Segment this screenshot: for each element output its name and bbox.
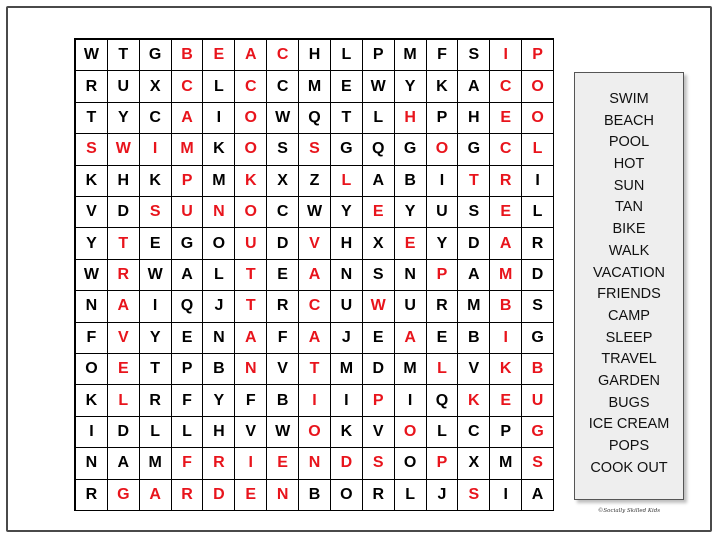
word-list-item: TAN xyxy=(615,199,643,216)
grid-cell[interactable]: N xyxy=(76,291,108,322)
word-list-item: TRAVEL xyxy=(601,351,657,368)
grid-cell[interactable]: L xyxy=(522,197,554,228)
grid-cell[interactable]: R xyxy=(267,291,299,322)
grid-cell[interactable]: N xyxy=(235,354,267,385)
grid-cell[interactable]: U xyxy=(522,385,554,416)
grid-cell[interactable]: Q xyxy=(172,291,204,322)
grid-cell[interactable]: P xyxy=(490,417,522,448)
grid-cell[interactable]: R xyxy=(203,448,235,479)
grid-cell[interactable]: V xyxy=(235,417,267,448)
grid-cell[interactable]: T xyxy=(108,40,140,71)
grid-cell[interactable]: Y xyxy=(76,228,108,259)
grid-cell[interactable]: G xyxy=(108,480,140,511)
grid-cell[interactable]: T xyxy=(76,103,108,134)
grid-cell[interactable]: I xyxy=(235,448,267,479)
grid-cell[interactable]: G xyxy=(458,134,490,165)
grid-cell[interactable]: A xyxy=(172,103,204,134)
grid-cell[interactable]: K xyxy=(490,354,522,385)
grid-cell[interactable]: Y xyxy=(427,228,459,259)
grid-cell[interactable]: X xyxy=(363,228,395,259)
grid-cell[interactable]: Y xyxy=(140,323,172,354)
grid-cell[interactable]: M xyxy=(172,134,204,165)
grid-cell[interactable]: B xyxy=(267,385,299,416)
grid-cell[interactable]: H xyxy=(395,103,427,134)
grid-cell[interactable]: A xyxy=(235,323,267,354)
grid-cell[interactable]: Y xyxy=(331,197,363,228)
grid-cell[interactable]: F xyxy=(235,385,267,416)
grid-cell[interactable]: Y xyxy=(203,385,235,416)
grid-cell[interactable]: K xyxy=(76,166,108,197)
grid-cell[interactable]: P xyxy=(363,40,395,71)
grid-cell[interactable]: B xyxy=(299,480,331,511)
grid-cell[interactable]: I xyxy=(395,385,427,416)
grid-cell[interactable]: J xyxy=(427,480,459,511)
grid-cell[interactable]: R xyxy=(76,480,108,511)
grid-cell[interactable]: A xyxy=(458,260,490,291)
grid-cell[interactable]: O xyxy=(203,228,235,259)
grid-cell[interactable]: I xyxy=(76,417,108,448)
grid-cell[interactable]: Y xyxy=(395,71,427,102)
grid-cell[interactable]: W xyxy=(76,260,108,291)
grid-cell[interactable]: M xyxy=(395,40,427,71)
grid-cell[interactable]: I xyxy=(490,40,522,71)
grid-cell[interactable]: G xyxy=(395,134,427,165)
grid-cell[interactable]: C xyxy=(172,71,204,102)
grid-cell[interactable]: L xyxy=(522,134,554,165)
grid-cell[interactable]: B xyxy=(458,323,490,354)
grid-cell[interactable]: S xyxy=(458,40,490,71)
grid-cell[interactable]: R xyxy=(172,480,204,511)
grid-cell[interactable]: N xyxy=(395,260,427,291)
grid-cell[interactable]: O xyxy=(331,480,363,511)
grid-cell[interactable]: K xyxy=(140,166,172,197)
grid-cell[interactable]: A xyxy=(363,166,395,197)
grid-cell[interactable]: O xyxy=(235,134,267,165)
grid-cell[interactable]: K xyxy=(331,417,363,448)
word-list-item: SWIM xyxy=(609,91,649,107)
grid-cell[interactable]: C xyxy=(490,71,522,102)
grid-cell[interactable]: S xyxy=(458,480,490,511)
grid-cell[interactable]: Y xyxy=(108,103,140,134)
grid-cell[interactable]: A xyxy=(172,260,204,291)
grid-cell[interactable]: W xyxy=(363,71,395,102)
grid-cell[interactable]: L xyxy=(427,354,459,385)
grid-cell[interactable]: G xyxy=(522,417,554,448)
grid-cell[interactable]: B xyxy=(395,166,427,197)
grid-cell[interactable]: Q xyxy=(427,385,459,416)
grid-cell[interactable]: W xyxy=(267,103,299,134)
grid-cell[interactable]: O xyxy=(522,103,554,134)
grid-cell[interactable]: N xyxy=(76,448,108,479)
grid-cell[interactable]: W xyxy=(108,134,140,165)
grid-cell[interactable]: B xyxy=(522,354,554,385)
grid-cell[interactable]: S xyxy=(267,134,299,165)
grid-cell[interactable]: W xyxy=(140,260,172,291)
grid-cell[interactable]: E xyxy=(490,197,522,228)
grid-cell[interactable]: J xyxy=(331,323,363,354)
grid-cell[interactable]: V xyxy=(108,323,140,354)
grid-cell[interactable]: R xyxy=(108,260,140,291)
grid-cell[interactable]: L xyxy=(363,103,395,134)
grid-cell[interactable]: L xyxy=(395,480,427,511)
grid-cell[interactable]: L xyxy=(172,417,204,448)
word-list-item: GARDEN xyxy=(597,372,661,389)
grid-cell[interactable]: M xyxy=(458,291,490,322)
grid-cell[interactable]: P xyxy=(363,385,395,416)
grid-cell[interactable]: U xyxy=(427,197,459,228)
grid-cell[interactable]: V xyxy=(267,354,299,385)
grid-cell[interactable]: K xyxy=(235,166,267,197)
grid-cell[interactable]: T xyxy=(299,354,331,385)
word-list-item: HOT xyxy=(613,156,645,173)
grid-cell[interactable]: P xyxy=(172,166,204,197)
grid-cell[interactable]: E xyxy=(490,103,522,134)
grid-cell[interactable]: L xyxy=(108,385,140,416)
grid-cell[interactable]: A xyxy=(299,323,331,354)
grid-cell[interactable]: F xyxy=(76,323,108,354)
grid-cell[interactable]: E xyxy=(235,480,267,511)
grid-cell[interactable]: W xyxy=(76,40,108,71)
word-list-item: COOK OUT xyxy=(590,459,668,476)
grid-cell[interactable]: A xyxy=(108,448,140,479)
grid-cell[interactable]: K xyxy=(203,134,235,165)
grid-cell[interactable]: U xyxy=(331,291,363,322)
grid-cell[interactable]: D xyxy=(203,480,235,511)
grid-cell[interactable]: U xyxy=(108,71,140,102)
grid-cell[interactable]: M xyxy=(395,354,427,385)
grid-cell[interactable]: O xyxy=(395,448,427,479)
grid-cell[interactable]: X xyxy=(267,166,299,197)
grid-cell[interactable]: L xyxy=(140,417,172,448)
word-list-item: BEACH xyxy=(604,112,654,129)
grid-cell[interactable]: E xyxy=(331,71,363,102)
word-list-item: FRIENDS xyxy=(597,286,661,303)
grid-cell[interactable]: V xyxy=(76,197,108,228)
grid-cell[interactable]: R xyxy=(76,71,108,102)
grid-cell[interactable]: H xyxy=(108,166,140,197)
grid-cell[interactable]: I xyxy=(299,385,331,416)
grid-cell[interactable]: V xyxy=(299,228,331,259)
grid-cell[interactable]: J xyxy=(203,291,235,322)
grid-cell[interactable]: V xyxy=(363,417,395,448)
grid-cell[interactable]: F xyxy=(427,40,459,71)
grid-cell[interactable]: P xyxy=(172,354,204,385)
grid-cell[interactable]: N xyxy=(203,323,235,354)
grid-cell[interactable]: I xyxy=(140,134,172,165)
grid-cell[interactable]: R xyxy=(427,291,459,322)
grid-cell[interactable]: E xyxy=(363,323,395,354)
grid-cell[interactable]: I xyxy=(490,323,522,354)
grid-cell[interactable]: H xyxy=(203,417,235,448)
word-list-panel xyxy=(574,72,684,500)
grid-cell[interactable]: A xyxy=(108,291,140,322)
grid-cell[interactable]: I xyxy=(522,166,554,197)
grid-cell[interactable]: X xyxy=(458,448,490,479)
grid-cell[interactable]: E xyxy=(108,354,140,385)
grid-cell[interactable]: R xyxy=(490,166,522,197)
grid-cell[interactable]: O xyxy=(427,134,459,165)
grid-cell[interactable]: T xyxy=(140,354,172,385)
grid-cell[interactable]: X xyxy=(140,71,172,102)
grid-cell[interactable]: Q xyxy=(363,134,395,165)
grid-cell[interactable]: I xyxy=(331,385,363,416)
grid-cell[interactable]: C xyxy=(299,291,331,322)
grid-cell[interactable]: C xyxy=(267,197,299,228)
grid-cell[interactable]: P xyxy=(427,260,459,291)
grid-cell[interactable]: U xyxy=(172,197,204,228)
grid-cell[interactable]: L xyxy=(331,166,363,197)
grid-cell[interactable]: I xyxy=(203,103,235,134)
grid-cell[interactable]: D xyxy=(108,417,140,448)
grid-cell[interactable]: S xyxy=(363,448,395,479)
grid-cell[interactable]: L xyxy=(203,260,235,291)
grid-cell[interactable]: N xyxy=(331,260,363,291)
grid-cell[interactable]: S xyxy=(363,260,395,291)
grid-cell[interactable]: Q xyxy=(299,103,331,134)
grid-cell[interactable]: F xyxy=(172,448,204,479)
word-list-item: VACATION xyxy=(593,264,665,281)
grid-cell[interactable]: E xyxy=(203,40,235,71)
grid-cell[interactable]: S xyxy=(140,197,172,228)
grid-cell[interactable]: N xyxy=(203,197,235,228)
grid-cell[interactable]: D xyxy=(363,354,395,385)
grid-cell[interactable]: P xyxy=(522,40,554,71)
grid-cell[interactable]: H xyxy=(458,103,490,134)
grid-cell[interactable]: E xyxy=(140,228,172,259)
grid-cell[interactable]: K xyxy=(458,385,490,416)
grid-cell[interactable]: R xyxy=(522,228,554,259)
grid-cell[interactable]: C xyxy=(267,40,299,71)
grid-cell[interactable]: A xyxy=(395,323,427,354)
grid-cell[interactable]: I xyxy=(427,166,459,197)
grid-cell[interactable]: R xyxy=(363,480,395,511)
grid-cell[interactable]: T xyxy=(235,260,267,291)
grid-cell[interactable]: T xyxy=(108,228,140,259)
grid-cell[interactable]: W xyxy=(267,417,299,448)
grid-cell[interactable]: O xyxy=(522,71,554,102)
grid-cell[interactable]: B xyxy=(490,291,522,322)
grid-cell[interactable]: O xyxy=(299,417,331,448)
grid-cell[interactable]: A xyxy=(490,228,522,259)
grid-cell[interactable]: H xyxy=(331,228,363,259)
grid-cell[interactable]: A xyxy=(299,260,331,291)
grid-cell[interactable]: E xyxy=(363,197,395,228)
grid-cell[interactable]: E xyxy=(490,385,522,416)
grid-cell[interactable]: G xyxy=(331,134,363,165)
grid-cell[interactable]: A xyxy=(458,71,490,102)
grid-cell[interactable]: E xyxy=(267,260,299,291)
grid-cell[interactable]: A xyxy=(522,480,554,511)
grid-cell[interactable]: P xyxy=(427,448,459,479)
grid-cell[interactable]: H xyxy=(299,40,331,71)
word-list-item: CAMP xyxy=(608,307,650,324)
grid-cell[interactable]: Z xyxy=(299,166,331,197)
grid-cell[interactable]: C xyxy=(490,134,522,165)
grid-cell[interactable]: D xyxy=(267,228,299,259)
grid-cell[interactable]: A xyxy=(140,480,172,511)
grid-cell[interactable]: S xyxy=(76,134,108,165)
grid-cell[interactable]: R xyxy=(140,385,172,416)
grid-cell[interactable]: E xyxy=(267,448,299,479)
grid-cell[interactable]: O xyxy=(395,417,427,448)
grid-cell[interactable]: C xyxy=(458,417,490,448)
grid-cell[interactable]: I xyxy=(490,480,522,511)
grid-cell[interactable]: S xyxy=(522,291,554,322)
grid-cell[interactable]: O xyxy=(235,197,267,228)
grid-cell[interactable]: E xyxy=(395,228,427,259)
word-list-item: BIKE xyxy=(612,221,646,238)
grid-cell[interactable]: K xyxy=(76,385,108,416)
grid-cell[interactable]: G xyxy=(522,323,554,354)
grid-cell[interactable]: F xyxy=(172,385,204,416)
credit-text: ©Socially Skilled Kids xyxy=(597,508,661,514)
grid-cell[interactable]: W xyxy=(299,197,331,228)
grid-cell[interactable]: U xyxy=(235,228,267,259)
grid-cell[interactable]: S xyxy=(299,134,331,165)
grid-cell[interactable]: K xyxy=(427,71,459,102)
grid-cell[interactable]: C xyxy=(140,103,172,134)
grid-cell[interactable]: L xyxy=(427,417,459,448)
grid-cell[interactable]: I xyxy=(140,291,172,322)
grid-cell[interactable]: E xyxy=(427,323,459,354)
grid-cell[interactable]: G xyxy=(140,40,172,71)
grid-cell[interactable]: M xyxy=(140,448,172,479)
word-list-item: SUN xyxy=(613,177,645,194)
word-list-item: BUGS xyxy=(608,394,650,411)
grid-cell[interactable]: U xyxy=(395,291,427,322)
grid-cell[interactable]: M xyxy=(299,71,331,102)
grid-cell[interactable]: D xyxy=(331,448,363,479)
grid-cell[interactable]: L xyxy=(331,40,363,71)
grid-cell[interactable]: M xyxy=(490,260,522,291)
grid-cell[interactable]: B xyxy=(172,40,204,71)
grid-cell[interactable]: D xyxy=(522,260,554,291)
grid-cell[interactable]: B xyxy=(203,354,235,385)
grid-cell[interactable]: C xyxy=(267,71,299,102)
word-list-item: SLEEP xyxy=(605,329,653,346)
grid-cell[interactable]: V xyxy=(458,354,490,385)
grid-cell[interactable]: D xyxy=(458,228,490,259)
grid-cell[interactable]: M xyxy=(490,448,522,479)
grid-cell[interactable]: L xyxy=(203,71,235,102)
grid-cell[interactable]: W xyxy=(363,291,395,322)
word-list-item: POOL xyxy=(608,134,650,151)
grid-cell[interactable]: M xyxy=(203,166,235,197)
grid-cell[interactable]: S xyxy=(458,197,490,228)
word-list-item: WALK xyxy=(608,242,650,259)
grid-cell[interactable]: E xyxy=(172,323,204,354)
grid-cell[interactable]: N xyxy=(267,480,299,511)
grid-cell[interactable]: P xyxy=(427,103,459,134)
word-list-item: POPS xyxy=(608,438,650,454)
grid-cell[interactable]: O xyxy=(76,354,108,385)
grid-cell[interactable]: F xyxy=(267,323,299,354)
word-list-item: ICE CREAM xyxy=(588,416,670,433)
grid-cell[interactable]: Y xyxy=(395,197,427,228)
grid-cell[interactable]: S xyxy=(522,448,554,479)
grid-cell[interactable]: D xyxy=(108,197,140,228)
grid-cell[interactable]: C xyxy=(235,71,267,102)
grid-cell[interactable]: T xyxy=(235,291,267,322)
grid-cell[interactable]: T xyxy=(331,103,363,134)
grid-cell[interactable]: N xyxy=(299,448,331,479)
grid-cell[interactable]: O xyxy=(235,103,267,134)
grid-cell[interactable]: G xyxy=(172,228,204,259)
grid-cell[interactable]: T xyxy=(458,166,490,197)
word-search-grid xyxy=(74,38,554,511)
grid-cell[interactable]: A xyxy=(235,40,267,71)
grid-cell[interactable]: M xyxy=(331,354,363,385)
